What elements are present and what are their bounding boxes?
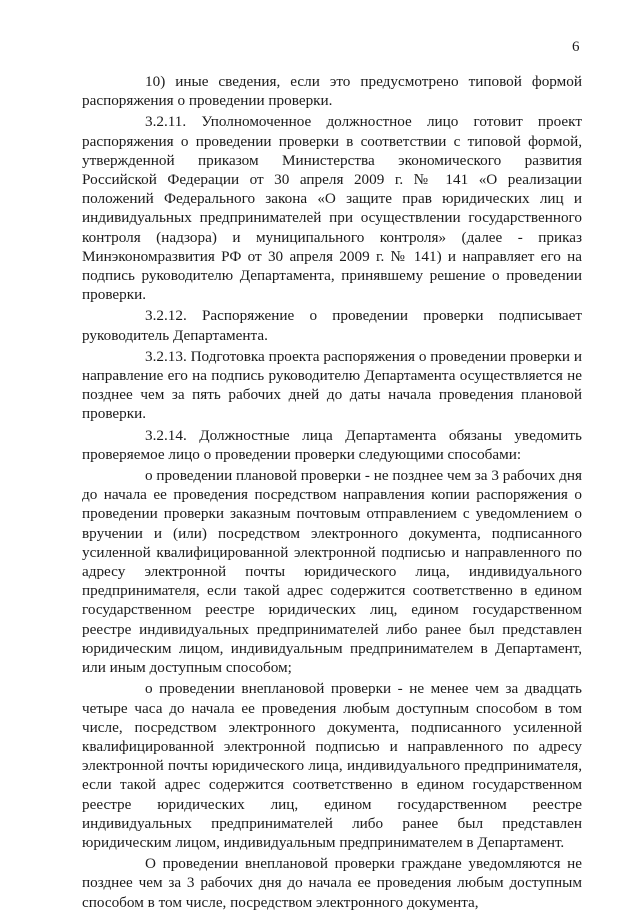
paragraph-unplanned-inspection: о проведении внеплановой проверки - не менее чем за двадцать четыре часа до начала ее проведения любым доступным способом в том числе, посредством электронного документа, подписанного усиленной квалифицированной электронной подписью и направленного по адресу электронной почты юридического лица, индивидуального предпринимателя, если такой адрес содержится соответственно в едином государственном реестре юридических лиц, едином государственном реестре индивидуальных предпринимателей либо ранее был представлен юридическим лицом, индивидуальным предпринимателем в Департамент. [82,680,582,851]
paragraph-citizens-notice: О проведении внеплановой проверки граждане уведомляются не позднее чем за 3 рабочих дня до начала ее проведения любым доступным способом в том числе, посредством электронного документа, [82,855,582,911]
document-body [82,72,582,914]
paragraph-3-2-14: 3.2.14. Должностные лица Департамента обязаны уведомить проверяемое лицо о проведении проверки следующими способами: [82,426,582,463]
paragraph-item-10: 10) иные сведения, если это предусмотрено типовой формой распоряжения о проведении проверки. [82,73,582,110]
page-number: 6 [572,39,580,55]
paragraph-3-2-12: 3.2.12. Распоряжение о проведении проверки подписывает руководитель Департамента. [82,307,582,344]
paragraph-3-2-11: 3.2.11. Уполномоченное должностное лицо готовит проект распоряжения о проведении проверки в соответствии с типовой формой, утвержденной приказом Министерства экономического развития Российской Федерации от 30 апреля 2009 г. № 141 «О реализации положений Федерального закона «О защите прав юридических лиц и индивидуальных предпринимателей при осуществлении государственного контроля (надзора) и муниципального контроля» (далее - приказ Минэкономразвития РФ от 30 апреля 2009 г. № 141) и направляет его на подпись руководителю Департамента, принявшему решение о проведении проверки. [82,113,582,304]
paragraph-3-2-13: 3.2.13. Подготовка проекта распоряжения о проведении проверки и направление его на подпись руководителю Департамента осуществляется не позднее чем за пять рабочих дней до даты начала проведения плановой проверки. [82,347,582,423]
paragraph-planned-inspection: о проведении плановой проверки - не позднее чем за 3 рабочих дня до начала ее проведения посредством направления копии распоряжения о проведении проверки заказным почтовым отправлением с уведомлением о вручении и (или) посредством электронного документа, подписанного усиленной квалифицированной электронной подписью и направленного по адресу электронной почты юридического лица, индивидуального предпринимателя, если такой адрес содержится соответственно в едином государственном реестре юридических лиц, едином государственном реестре индивидуальных предпринимателей либо ранее был представлен юридическим лицом, индивидуальным предпринимателем в Департамент, или иным доступным способом; [82,467,582,677]
